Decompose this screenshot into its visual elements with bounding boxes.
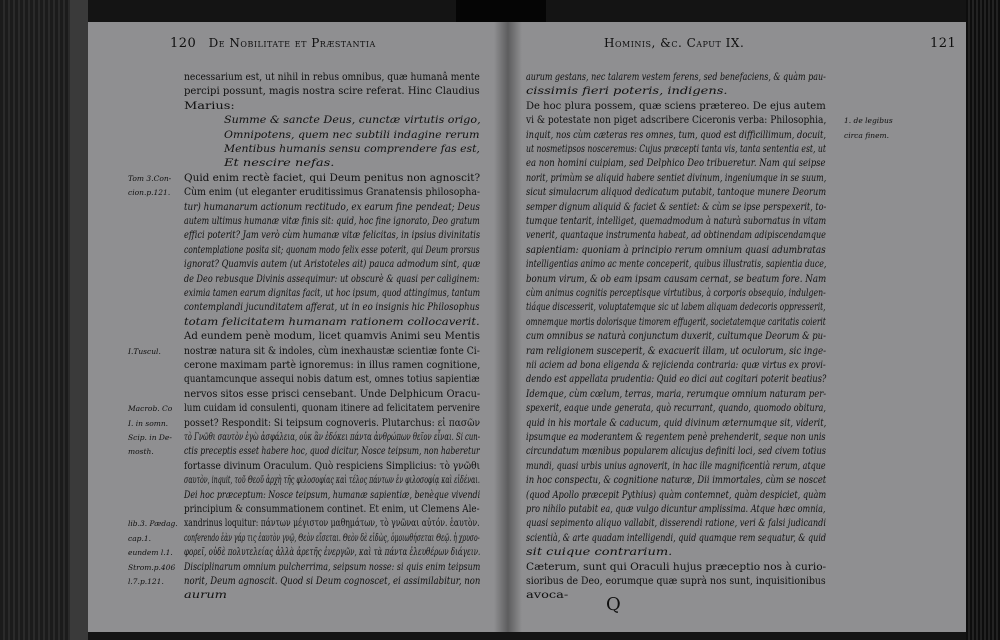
text-line: ram religionem susceperit, & exacuerit illam, ut oculorum, sic inge- xyxy=(526,344,827,357)
text-line: eximia tamen earum dignitas facit, ut hoc ipsum, quod attingimus, tantum xyxy=(184,287,481,299)
text-line: posset? Respondit: Si teipsum cognoveris. Plutarchus: εἰ πασῶν xyxy=(184,416,481,429)
book-top-shadow xyxy=(456,0,546,22)
text-line: (quod Apollo præcepit Pythius) quàm contemnet, quàm despiciet, quàm xyxy=(526,488,827,501)
text-line: circundatum mœnibus popularem alicujus definiti loci, sed civem totius xyxy=(526,445,826,458)
text-line: Disciplinarum omnium pulcherrima, seipsum nosse: si quis enim teipsum xyxy=(184,560,481,573)
text-line: lum cuidam id consulenti, quonam itinere ad felicitatem pervenire xyxy=(184,402,480,415)
text-line: principium & consummationem continet. Et enim, ut Clemens Ale- xyxy=(184,503,480,515)
text-line: sioribus de Deo, eorumque quæ suprà nos sunt, inquisitionibus xyxy=(526,575,826,587)
text-line: venerit, quantaque instrumenta habeat, ad obtinendam adipiscendamque xyxy=(526,229,826,242)
text-line: intelligentias animo ac mente conceperit, quibus illustratis, sapientia duce, xyxy=(526,258,827,271)
text-line: pro nihilo putabit ea, quæ vulgo dicuntur amplissima. Atque hæc omnia, xyxy=(526,503,826,515)
signature-mark: Q xyxy=(606,594,621,615)
margin-note: cion.p.121. xyxy=(128,188,171,198)
left-page-number: 120 xyxy=(170,36,197,51)
margin-note: cap.1. xyxy=(128,533,152,543)
text-line: bonum virum, & ob eam ipsam causam cernat, se beatum fore. Nam xyxy=(526,272,827,285)
text-line: in hoc conspectu, & cognitione naturæ, Dii immortales, cùm se noscet xyxy=(526,474,827,487)
text-line: sit cuique contrarium. xyxy=(526,546,673,559)
text-line: percipi possunt, magis nostra scire referat. Hinc Claudius xyxy=(184,85,480,98)
text-line: inquit, nos cùm cæteras res omnes, tum, quod est difficillimum, docuit, xyxy=(526,128,826,141)
left-running-head: De Nobilitate et Præstantia xyxy=(208,36,376,50)
text-line: nostræ natura sit & indoles, cùm inexhaustæ scientiæ fonte Ci- xyxy=(184,344,480,357)
text-line: tiáque discesserit, voluptatemque sic ut labem aliquam dedecoris oppresserit, xyxy=(526,301,826,314)
book-edge-left-inner xyxy=(70,0,88,640)
text-line: necessarium est, ut nihil in rebus omnibus, quæ humanâ mente xyxy=(184,71,480,83)
book-gutter xyxy=(494,22,522,632)
right-page-number: 121 xyxy=(930,36,957,51)
text-line: ea non homini cuipiam, sed Delphico Deo tribueretur. Nam qui seipse xyxy=(526,157,826,170)
text-line: Cæterum, sunt qui Oraculi hujus præceptio nos à curio- xyxy=(526,560,827,573)
margin-note: lib.3. Pædag. xyxy=(128,519,178,529)
text-line: φορεῖ, οὐδὲ πολυτελείας ἀλλὰ ἀρετῆς ἐνεργῶν, καὶ τὰ πάντα ἐλευθέρων διάγειν. xyxy=(184,546,481,559)
text-line: De hoc plura possem, quæ sciens prætereo. De ejus autem xyxy=(526,99,826,112)
text-line: Marius: xyxy=(184,99,235,112)
margin-note: Macrob. Co xyxy=(128,404,173,414)
margin-note: circa finem. xyxy=(844,130,890,140)
text-line: sapientiam: quoniam à principio rerum omnium quasi adumbratas xyxy=(526,243,826,256)
text-line: spexerit, eaque unde generata, quò recurrant, quando, quomodo obitura, xyxy=(526,402,826,415)
text-line: scientià, & arte quadam intelligendi, quid quamque rem sequatur, & quid xyxy=(526,531,827,544)
text-line: totam felicitatem humanam rationem collocaverit. xyxy=(184,315,480,328)
text-line: sicut simulacrum aliquod dedicatum putabit, tantoque munere Deorum xyxy=(526,186,827,199)
text-line: ipsumque ea moderantem & regentem penè prehenderit, seque non unis xyxy=(526,431,826,443)
text-line: effici poterit? Jam verò cùm humanæ vitæ felicitas, in ipsius divinitatis xyxy=(184,229,481,242)
margin-note: eundem l.1. xyxy=(128,548,173,558)
margin-note: 1. de legibus xyxy=(844,116,893,126)
text-line: aurum gestans, nec talarem vestem ferens, sed benefaciens, & quàm pau- xyxy=(526,71,826,83)
text-line: Ad eundem penè modum, licet quamvis Animi seu Mentis xyxy=(184,330,480,343)
text-line: tumque tentarit, intelliget, quemadmodum à naturà subornatus in vitam xyxy=(526,215,827,227)
text-line: Et nescire nefas. xyxy=(224,157,335,170)
book-edge-right xyxy=(966,0,1000,640)
left-page-header xyxy=(170,36,376,51)
text-line: nii aciem ad bona eligenda & rejicienda contraria: quæ virtus ex provi- xyxy=(526,359,826,371)
text-line: ctis preceptis esset habere hoc, quod dicitur, Nosce teipsum, non haberetur xyxy=(184,445,480,458)
text-line: de Deo rebusque Divinis assequimur: ut obscurè & quasi per caliginem: xyxy=(184,272,480,285)
text-line: mundi, quasi urbis unius agnoverit, in hac ille magnificentià rerum, atque xyxy=(526,459,826,472)
text-line: dendo est appellata prudentia: Quid eo dici aut cogitari poterit beatius? xyxy=(526,373,827,386)
text-line: Mentibus humanis sensu comprendere fas est, xyxy=(224,143,480,155)
text-line: contemplatione posita sit; quonam modo felix esse poterit, qui Deum prorsus xyxy=(184,243,480,256)
text-line: Idemque, cùm cœlum, terras, maria, rerumque omnium naturam per- xyxy=(526,387,827,400)
text-line: fortasse divinum Oraculum. Quò respiciens Simplicius: τὸ γνῶθι xyxy=(184,459,481,472)
text-line: cum omnibus se naturà conjunctum duxerit, cultumque Deorum & pu- xyxy=(526,330,826,343)
text-line: quantamcunque assequi nobis datum est, omnes totius sapientiæ xyxy=(184,373,480,386)
right-page-header xyxy=(596,36,957,51)
text-line: conferendo ἐὰν γάρ τις ἑαυτὸν γνῷ, Θεὸν εἴσεται. Θεὸν δὲ εἰδὼς, ὁμοιωθήσεται Θεῷ. ἡ χρυσο- xyxy=(184,531,480,544)
text-line: norit, primùm se aliquid habere sentiet divinum, ingeniumque in se suum, xyxy=(526,171,827,184)
text-line: norit, Deum agnoscit. Quod si Deum cognoscet, ei assimilabitur, non xyxy=(184,575,481,587)
text-line: quasi sepimento aliquo vallabit, disserendi ratione, veri & falsi judicandi xyxy=(526,517,826,530)
text-line: Dei hoc præceptum: Nosce teipsum, humanæ sapientiæ, benèque vivendi xyxy=(184,488,481,501)
text-line: cerone maximam partè ignoremus: in illus ramen cognitione, xyxy=(184,359,481,371)
text-line: ut nosmetipsos nosceremus: Cujus præcepti tanta vis, tanta sententia est, ut xyxy=(526,143,826,155)
text-line: quid in his mortale & caducum, quid divinum æternumque sit, viderit, xyxy=(526,416,827,429)
text-line: Quid enim rectè faciet, qui Deum penitus non agnoscit? xyxy=(184,171,481,184)
text-line: omnemque mortis dolorisque timorem effugerit, societatemque caritatis coierit xyxy=(526,315,826,328)
text-line: autem ultimus humanæ vitæ finis sit: quid, hoc fine ignorato, Deo gratum xyxy=(184,215,480,227)
margin-note: I. in somn. xyxy=(128,418,169,428)
text-line: tur) humanarum actionum rectitudo, ex earum fine pendeat; Deus xyxy=(184,200,480,213)
text-line: Cùm enim (ut eleganter eruditissimus Granatensis philosopha- xyxy=(184,186,480,199)
left-page xyxy=(88,22,508,632)
margin-note: mosth. xyxy=(128,447,154,457)
margin-note: I.Tuscul. xyxy=(128,346,161,356)
text-line: vi & potestate non piget adscribere Ciceronis verba: Philosophia, xyxy=(526,114,827,127)
text-line: ignorat? Quamvis autem (ut Aristoteles ait) pauca admodum sint, quæ xyxy=(184,258,481,271)
text-line: contemplandi jucunditatem afferat, ut in eo insignis hic Philosophus xyxy=(184,301,480,314)
text-line: xandrinus loquitur: πάντων μέγιστον μαθημάτων, τὸ γνῶναι αὐτόν. ἑαυτὸν. xyxy=(184,517,480,530)
text-line: cissimis fieri poteris, indigens. xyxy=(526,85,728,98)
text-line: Summe & sancte Deus, cunctæ virtutis origo, xyxy=(224,114,481,127)
margin-note: Strom.p.406 xyxy=(128,562,176,572)
margin-note: l.7.p.121. xyxy=(128,577,164,586)
text-line: nervos sitos esse prisci censebant. Unde Delphicum Oracu- xyxy=(184,387,481,400)
text-line: cùm animus cognitis perceptisque virtutibus, à corporis obsequio, indulgen- xyxy=(526,287,826,299)
margin-note: Scip. in De- xyxy=(128,433,172,442)
text-line: σαυτὸν, inquit, τοῦ Θεοῦ ἀρχὴ τῆς φιλοσοφίας καὶ τέλος πάντων ἐν φιλοσοφίᾳ καὶ εἰδέναι. xyxy=(184,474,480,487)
text-line: avoca- xyxy=(526,589,569,602)
text-line: semper dignum aliquid & faciet & sentiet: & cùm se ipse perspexerit, to- xyxy=(526,200,827,213)
text-line: aurum xyxy=(184,589,228,602)
margin-note: Tom 3.Con- xyxy=(128,173,172,183)
right-running-head: Hominis, &c. Caput IX. xyxy=(604,36,745,50)
right-page xyxy=(508,22,966,632)
text-line: τὸ Γνῶθι σαυτὸν ἐγὼ ἀσφάλεια, οὐκ ἂν ἐδόκει πάντα ἀνθρώπων θεῖον εἶναι. Si cun- xyxy=(184,431,481,443)
text-line: Omnipotens, quem nec subtili indagine rerum xyxy=(224,128,480,141)
